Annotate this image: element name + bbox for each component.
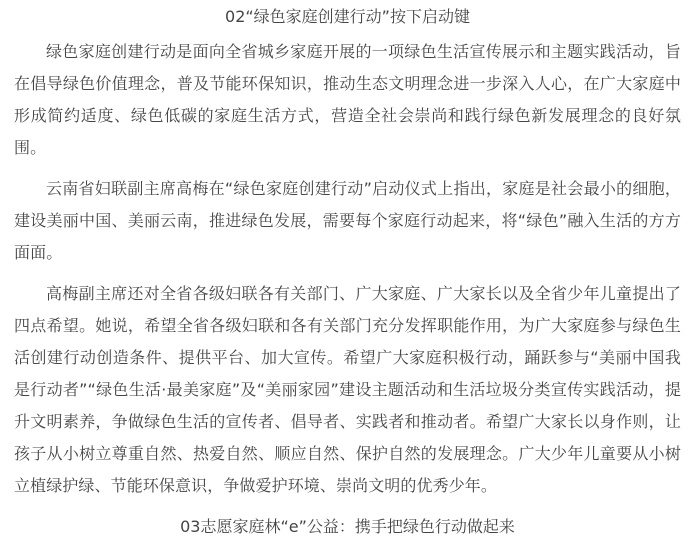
paragraph-four-hopes: 高梅副主席还对全省各级妇联各有关部门、广大家庭、广大家长以及全省少年儿童提出了四点希望。她说，希望全省各级妇联和各有关部门充分发挥职能作用，为广大家庭参与绿色生活创建行动创造条件、提供平台、加大宣传。希望广大家庭积极行动，踊跃参与“美丽中国我是行动者”“绿色生活·最美家庭”及“美丽家园”建设主题活动和生活垃圾分类宣传实践活动，提升文明素养，争做绿色生活的宣传者、倡导者、实践者和推动者。希望广大家长以身作则，让孩子从小树立尊重自然、热爱自然、顺应自然、保护自然的发展理念。广大少年儿童要从小树立植绿护绿、节能环保意识，争做爱护环境、崇尚文明的优秀少年。 [14,284,681,495]
section-03-heading: 03志愿家庭林“e”公益：携手把绿色行动做起来 [180,517,515,536]
section-02-heading: 02“绿色家庭创建行动”按下启动键 [225,7,470,26]
paragraph-gao-mei-speech: 云南省妇联副主席高梅在“绿色家庭创建行动”启动仪式上指出，家庭是社会最小的细胞，建设美丽中国、美丽云南，推进绿色发展，需要每个家庭行动起来，将“绿色”融入生活的方方面面。 [14,179,681,262]
paragraph-green-family-intro: 绿色家庭创建行动是面向全省城乡家庭开展的一项绿色生活宣传展示和主题实践活动，旨在倡导绿色价值理念，普及节能环保知识，推动生态文明理念进一步深入人心，在广大家庭中形成简约适度、绿色低碳的家庭生活方式，营造全社会崇尚和践行绿色新发展理念的良好氛围。 [14,42,681,157]
article-body [0,6,695,538]
